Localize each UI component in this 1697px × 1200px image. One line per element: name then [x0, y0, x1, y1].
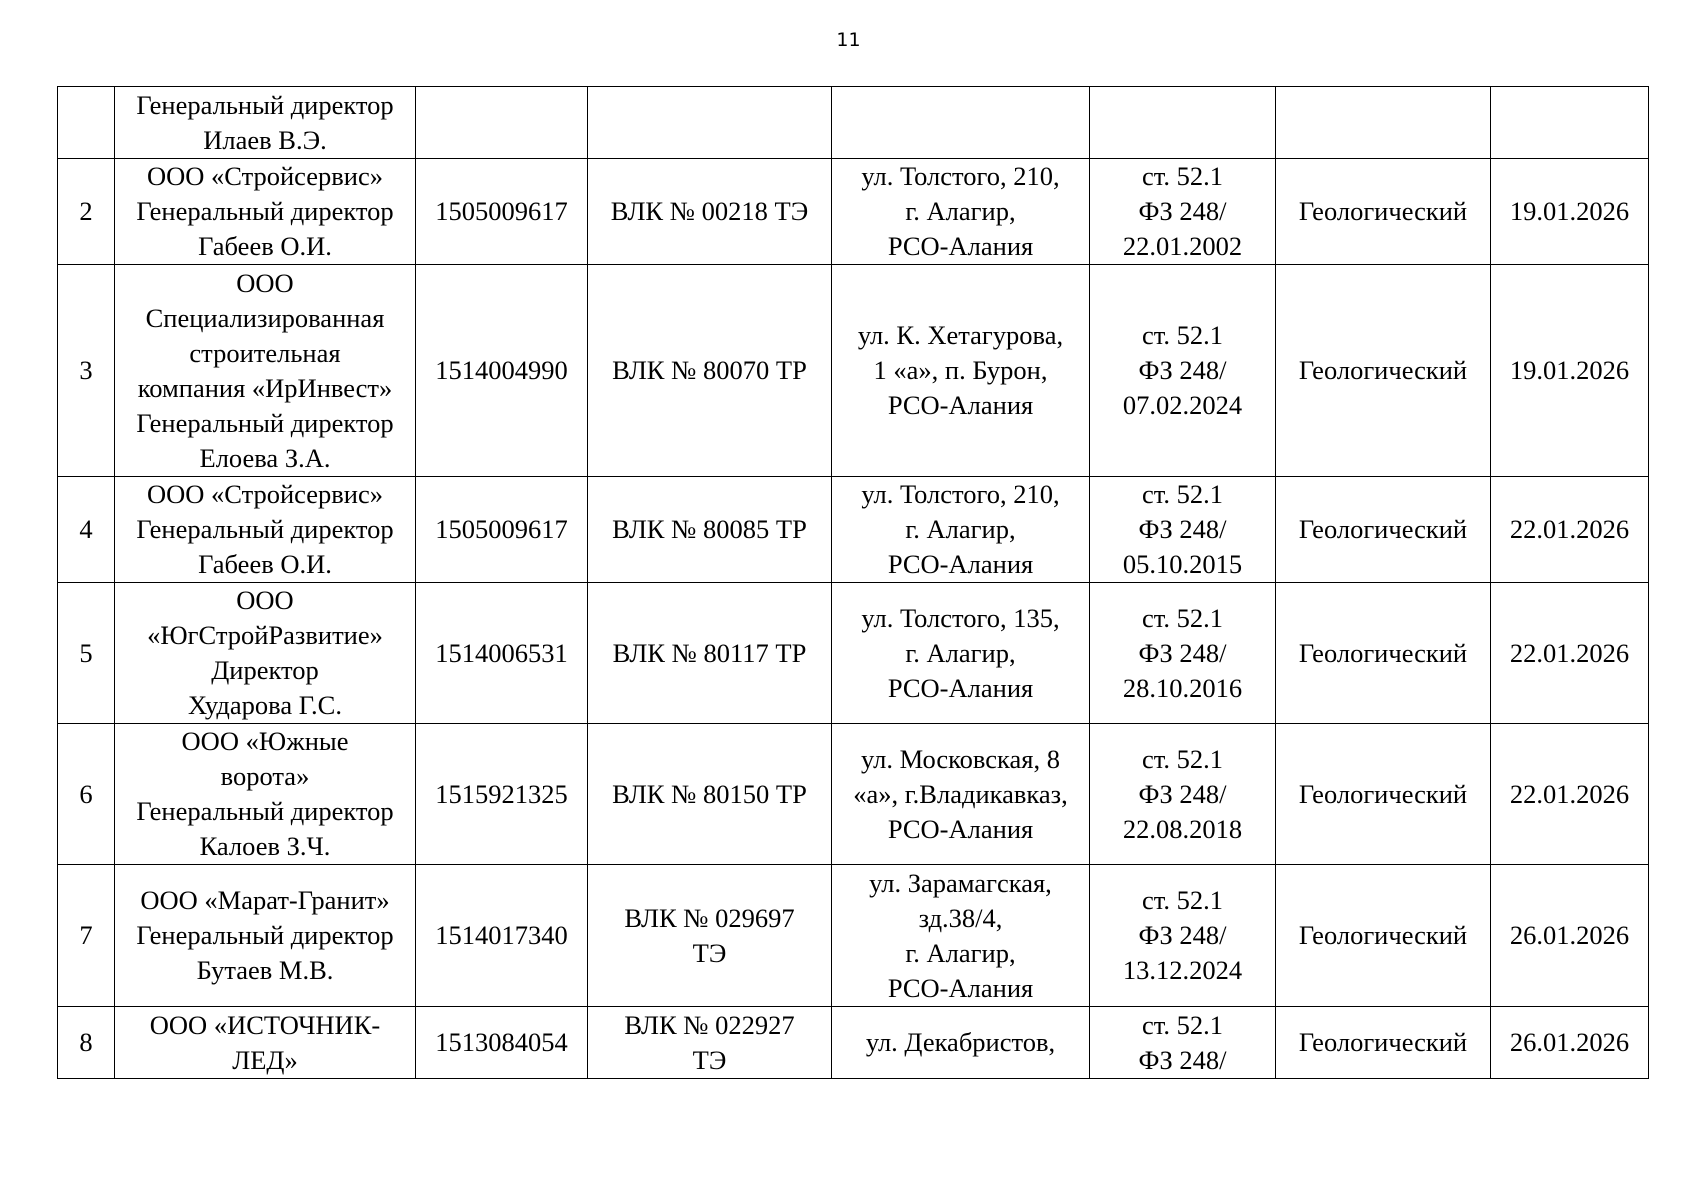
license-cell: ВЛК № 022927 ТЭ — [588, 1007, 832, 1079]
table-row — [58, 159, 1649, 265]
inn-cell: 1514017340 — [416, 865, 588, 1007]
address-cell: ул. Толстого, 210, г. Алагир, РСО-Алания — [832, 477, 1090, 583]
address-cell: ул. Зарамагская, зд.38/4, г. Алагир, РСО-Алания — [832, 865, 1090, 1007]
date-cell: 22.01.2026 — [1491, 724, 1649, 865]
date-cell: 19.01.2026 — [1491, 265, 1649, 477]
address-cell: ул. Декабристов, — [832, 1007, 1090, 1079]
basis-cell: ст. 52.1 ФЗ 248/ 05.10.2015 — [1090, 477, 1276, 583]
inn-cell: 1505009617 — [416, 477, 588, 583]
table-row — [58, 87, 1649, 159]
organization-cell: ООО Специализированная строительная компания «ИрИнвест» Генеральный директор Елоева З.А. — [115, 265, 416, 477]
inspection-type-cell: Геологический — [1276, 477, 1491, 583]
date-cell: 22.01.2026 — [1491, 583, 1649, 724]
table-row — [58, 477, 1649, 583]
inspection-type-cell — [1276, 87, 1491, 159]
inn-cell: 1514004990 — [416, 265, 588, 477]
row-number — [58, 87, 115, 159]
basis-cell: ст. 52.1 ФЗ 248/ 22.01.2002 — [1090, 159, 1276, 265]
address-cell: ул. Толстого, 210, г. Алагир, РСО-Алания — [832, 159, 1090, 265]
inn-cell — [416, 87, 588, 159]
inspection-type-cell: Геологический — [1276, 865, 1491, 1007]
organization-cell: ООО «Стройсервис» Генеральный директор Габеев О.И. — [115, 159, 416, 265]
date-cell: 26.01.2026 — [1491, 1007, 1649, 1079]
inspection-type-cell: Геологический — [1276, 265, 1491, 477]
inspection-type-cell: Геологический — [1276, 583, 1491, 724]
inspection-type-cell: Геологический — [1276, 159, 1491, 265]
basis-cell: ст. 52.1 ФЗ 248/ 28.10.2016 — [1090, 583, 1276, 724]
row-number: 3 — [58, 265, 115, 477]
row-number: 5 — [58, 583, 115, 724]
organization-cell: ООО «Марат-Гранит» Генеральный директор Бутаев М.В. — [115, 865, 416, 1007]
date-cell — [1491, 87, 1649, 159]
page-number: 11 — [836, 29, 861, 51]
address-cell: ул. К. Хетагурова, 1 «а», п. Бурон, РСО-Алания — [832, 265, 1090, 477]
table-row — [58, 265, 1649, 477]
inn-cell: 1515921325 — [416, 724, 588, 865]
date-cell: 22.01.2026 — [1491, 477, 1649, 583]
organization-cell: Генеральный директор Илаев В.Э. — [115, 87, 416, 159]
inn-cell: 1514006531 — [416, 583, 588, 724]
basis-cell: ст. 52.1 ФЗ 248/ — [1090, 1007, 1276, 1079]
license-cell — [588, 87, 832, 159]
table-row — [58, 1007, 1649, 1079]
row-number: 7 — [58, 865, 115, 1007]
row-number: 6 — [58, 724, 115, 865]
license-cell: ВЛК № 029697 ТЭ — [588, 865, 832, 1007]
license-cell: ВЛК № 80070 ТР — [588, 265, 832, 477]
row-number: 8 — [58, 1007, 115, 1079]
license-registry-table — [57, 86, 1649, 1079]
table-row — [58, 724, 1649, 865]
date-cell: 19.01.2026 — [1491, 159, 1649, 265]
date-cell: 26.01.2026 — [1491, 865, 1649, 1007]
organization-cell: ООО «Южные ворота» Генеральный директор Калоев З.Ч. — [115, 724, 416, 865]
organization-cell: ООО «ИСТОЧНИК- ЛЕД» — [115, 1007, 416, 1079]
address-cell: ул. Толстого, 135, г. Алагир, РСО-Алания — [832, 583, 1090, 724]
license-cell: ВЛК № 80085 ТР — [588, 477, 832, 583]
basis-cell: ст. 52.1 ФЗ 248/ 22.08.2018 — [1090, 724, 1276, 865]
address-cell: ул. Московская, 8 «а», г.Владикавказ, РСО-Алания — [832, 724, 1090, 865]
basis-cell — [1090, 87, 1276, 159]
table-row — [58, 865, 1649, 1007]
inspection-type-cell: Геологический — [1276, 724, 1491, 865]
license-cell: ВЛК № 80150 ТР — [588, 724, 832, 865]
table-row — [58, 583, 1649, 724]
license-cell: ВЛК № 00218 ТЭ — [588, 159, 832, 265]
inn-cell: 1505009617 — [416, 159, 588, 265]
row-number: 4 — [58, 477, 115, 583]
inn-cell: 1513084054 — [416, 1007, 588, 1079]
basis-cell: ст. 52.1 ФЗ 248/ 07.02.2024 — [1090, 265, 1276, 477]
organization-cell: ООО «ЮгСтройРазвитие» Директор Хударова Г.С. — [115, 583, 416, 724]
organization-cell: ООО «Стройсервис» Генеральный директор Габеев О.И. — [115, 477, 416, 583]
basis-cell: ст. 52.1 ФЗ 248/ 13.12.2024 — [1090, 865, 1276, 1007]
row-number: 2 — [58, 159, 115, 265]
license-cell: ВЛК № 80117 ТР — [588, 583, 832, 724]
address-cell — [832, 87, 1090, 159]
inspection-type-cell: Геологический — [1276, 1007, 1491, 1079]
